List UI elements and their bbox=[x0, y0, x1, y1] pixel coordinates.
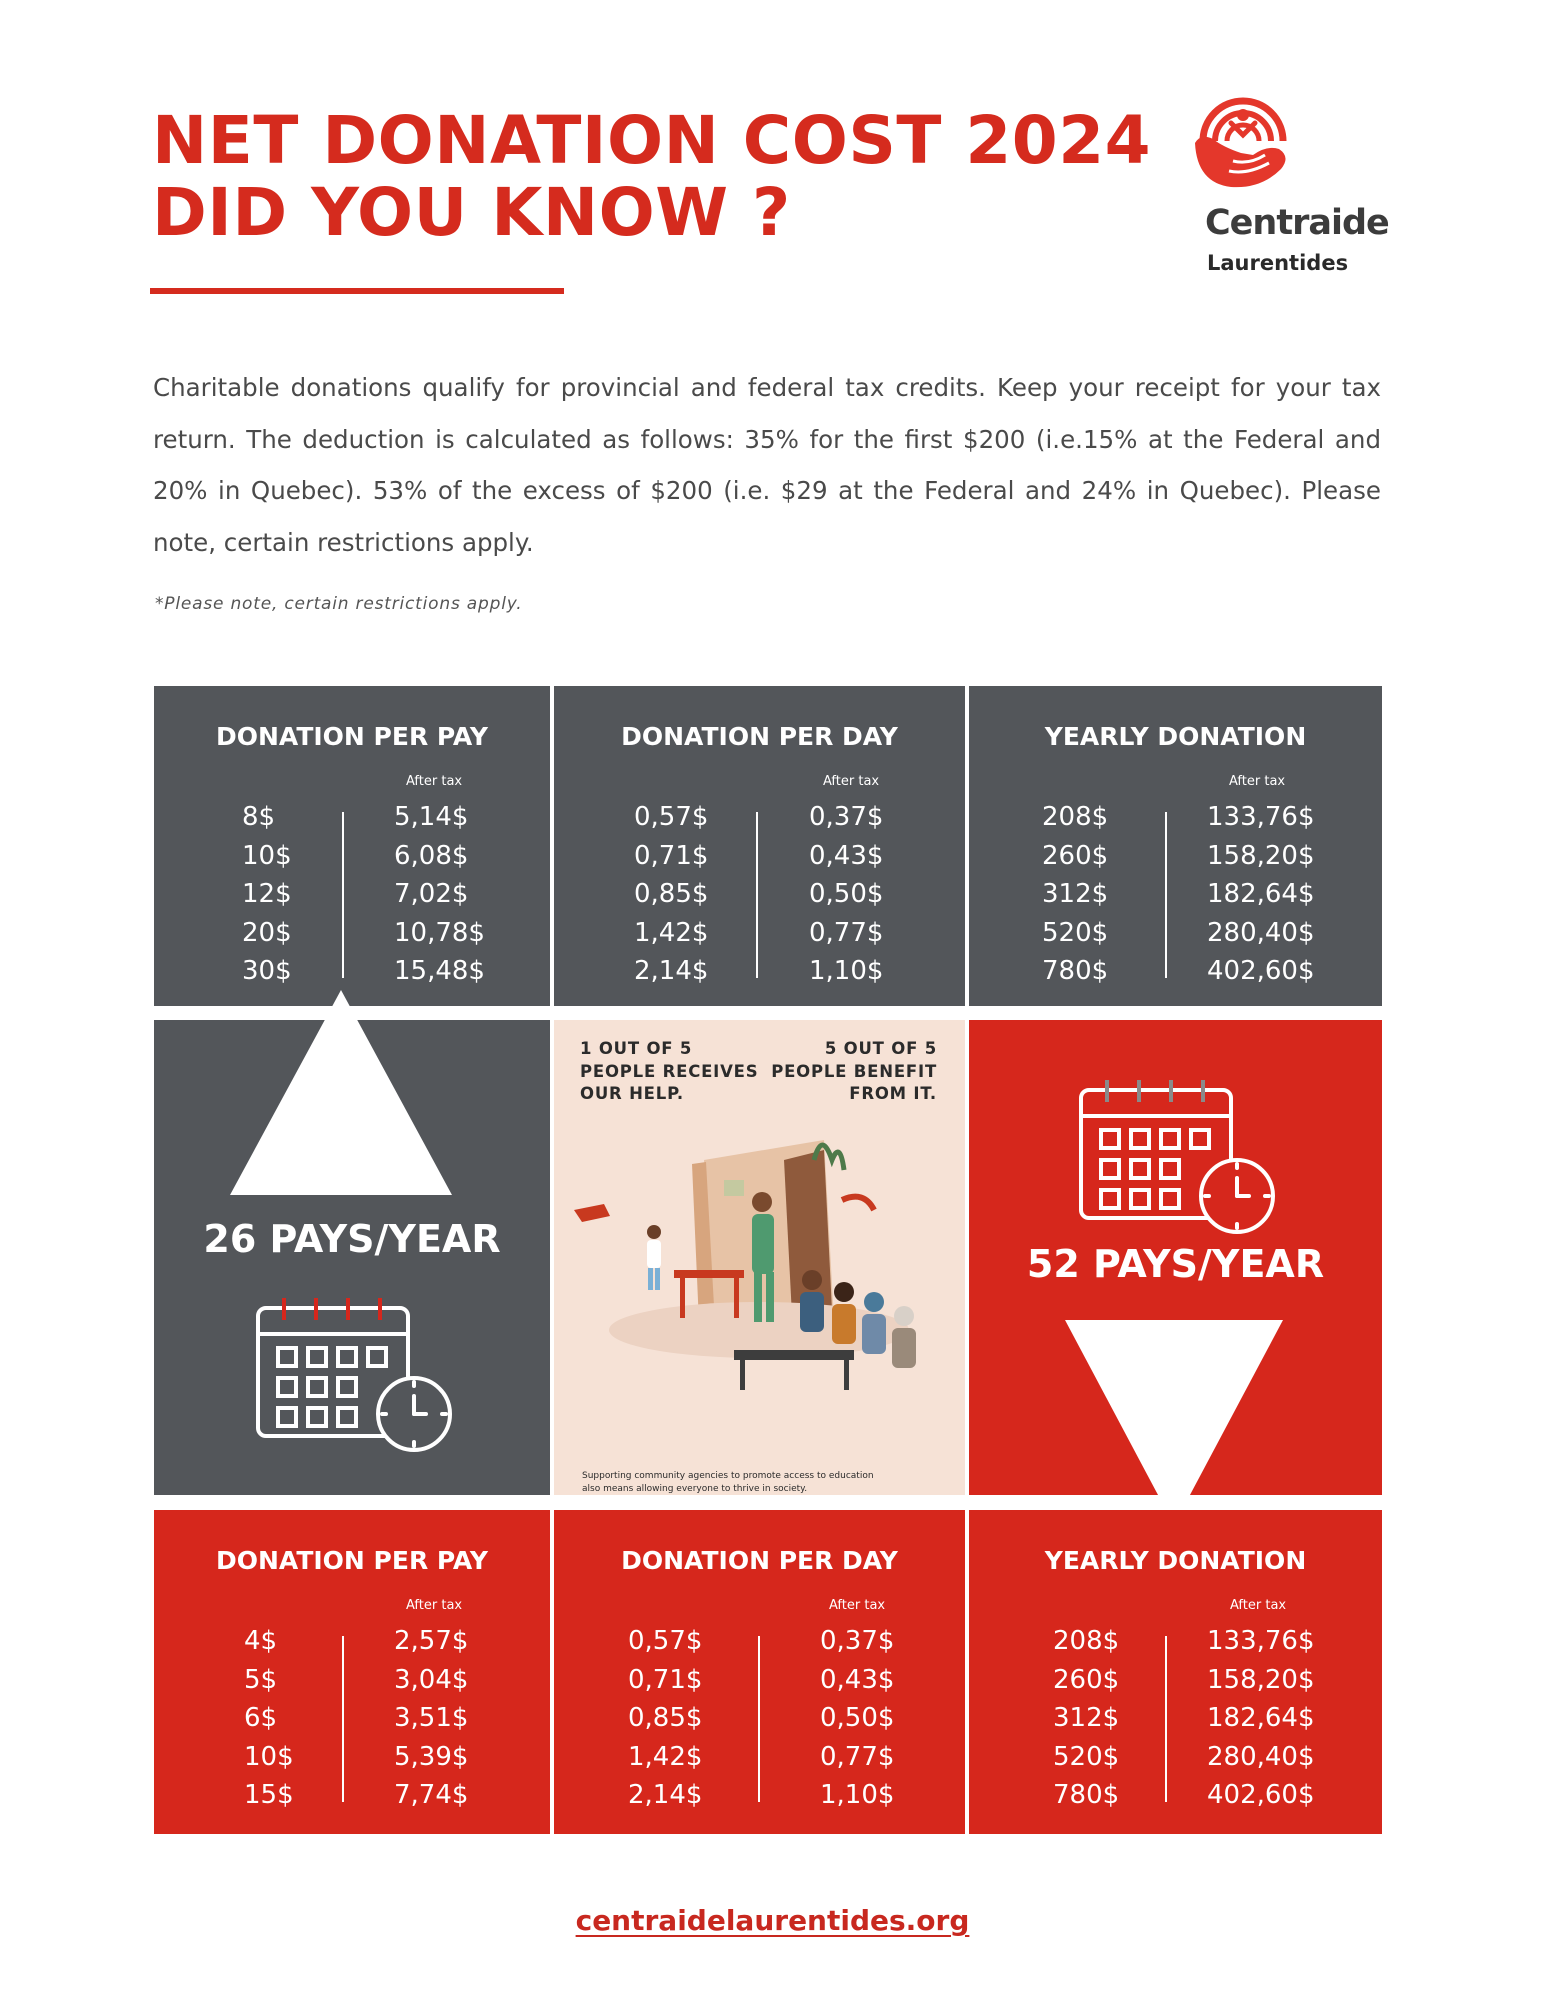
panel-title: DONATION PER PAY bbox=[215, 1546, 488, 1575]
value-item: 10$ bbox=[244, 1741, 294, 1772]
panel-title: YEARLY DONATION bbox=[1044, 1546, 1307, 1575]
value-item: 10$ bbox=[242, 840, 292, 871]
value-item: 280,40$ bbox=[1207, 1741, 1315, 1772]
value-item: 2,57$ bbox=[394, 1626, 469, 1656]
after-tax-label: After tax bbox=[1230, 1598, 1287, 1613]
value-item: 20$ bbox=[242, 917, 292, 948]
biweekly-yearly-panel bbox=[969, 686, 1382, 1006]
illustration-caption: Supporting community agencies to promote access to education also means allowing everyone to thrive in society. bbox=[582, 1471, 874, 1494]
column-divider bbox=[1165, 812, 1167, 978]
restrictions-note: *Please note, certain restrictions apply. bbox=[155, 594, 523, 614]
value-item: 312$ bbox=[1053, 1703, 1120, 1733]
value-item: 2,14$ bbox=[628, 1780, 703, 1810]
value-item: 0,85$ bbox=[634, 879, 709, 909]
before-tax-values bbox=[242, 798, 292, 991]
value-item: 0,50$ bbox=[809, 879, 884, 909]
weekly-yearly-panel bbox=[969, 1510, 1382, 1834]
value-item: 182,64$ bbox=[1207, 879, 1315, 909]
value-item: 260$ bbox=[1042, 840, 1109, 871]
value-item: 182,64$ bbox=[1207, 1703, 1315, 1733]
value-item: 1,42$ bbox=[634, 917, 709, 948]
after-tax-values bbox=[820, 1622, 894, 1815]
brand-logo bbox=[1175, 83, 1390, 283]
value-item: 0,71$ bbox=[628, 1664, 703, 1695]
calendar-clock-icon bbox=[254, 1290, 454, 1455]
value-item: 280,40$ bbox=[1207, 917, 1315, 948]
value-item: 158,20$ bbox=[1207, 1664, 1315, 1695]
page-title bbox=[152, 102, 1152, 251]
title-line-2: DID YOU KNOW ? bbox=[152, 174, 791, 251]
brand-region: Laurentides bbox=[1207, 251, 1349, 275]
centraide-logo-icon bbox=[1183, 83, 1303, 193]
value-item: 3,51$ bbox=[394, 1703, 469, 1733]
after-tax-values bbox=[1207, 798, 1315, 991]
biweekly-per-day-panel bbox=[554, 686, 965, 1006]
title-line-1: NET DONATION COST 2024 bbox=[152, 102, 1152, 179]
value-item: 2,14$ bbox=[634, 956, 709, 986]
after-tax-values bbox=[809, 798, 883, 991]
value-item: 208$ bbox=[1053, 1626, 1120, 1656]
biweekly-per-pay-panel bbox=[154, 686, 550, 1006]
value-item: 158,20$ bbox=[1207, 840, 1315, 871]
value-item: 8$ bbox=[242, 802, 276, 832]
pays-per-year-label: 26 PAYS/YEAR bbox=[203, 1217, 501, 1261]
community-illustration bbox=[574, 1120, 954, 1460]
value-item: 0,43$ bbox=[809, 840, 884, 871]
value-item: 133,76$ bbox=[1207, 802, 1315, 832]
before-tax-values bbox=[634, 798, 708, 991]
value-item: 780$ bbox=[1042, 956, 1109, 986]
title-underline bbox=[150, 288, 564, 294]
column-divider bbox=[758, 1636, 760, 1802]
value-item: 133,76$ bbox=[1207, 1626, 1315, 1656]
value-item: 520$ bbox=[1042, 917, 1109, 948]
value-item: 0,37$ bbox=[809, 802, 884, 832]
column-divider bbox=[756, 812, 758, 978]
value-item: 0,77$ bbox=[820, 1741, 895, 1772]
value-item: 15,48$ bbox=[394, 956, 485, 986]
before-tax-values bbox=[1053, 1622, 1119, 1815]
value-item: 0,50$ bbox=[820, 1703, 895, 1733]
value-item: 0,37$ bbox=[820, 1626, 895, 1656]
value-item: 0,57$ bbox=[628, 1626, 703, 1656]
before-tax-values bbox=[628, 1622, 702, 1815]
value-item: 5$ bbox=[244, 1664, 278, 1695]
value-item: 4$ bbox=[244, 1626, 278, 1656]
value-item: 6,08$ bbox=[394, 840, 469, 871]
before-tax-values bbox=[244, 1622, 294, 1815]
value-item: 5,39$ bbox=[394, 1741, 469, 1772]
panel-title: DONATION PER PAY bbox=[215, 722, 488, 751]
value-item: 7,74$ bbox=[394, 1780, 469, 1810]
value-item: 780$ bbox=[1053, 1780, 1120, 1810]
panel-title: YEARLY DONATION bbox=[1044, 722, 1307, 751]
weekly-per-pay-panel bbox=[154, 1510, 550, 1834]
column-divider bbox=[1165, 1636, 1167, 1802]
triangle-down-icon bbox=[1065, 1320, 1283, 1525]
after-tax-values bbox=[1207, 1622, 1315, 1815]
column-divider bbox=[342, 812, 344, 978]
column-divider bbox=[342, 1636, 344, 1802]
brand-name: Centraide bbox=[1205, 203, 1389, 243]
value-item: 15$ bbox=[244, 1780, 294, 1810]
value-item: 312$ bbox=[1042, 879, 1109, 909]
before-tax-values bbox=[1042, 798, 1108, 991]
value-item: 208$ bbox=[1042, 802, 1109, 832]
value-item: 7,02$ bbox=[394, 879, 469, 909]
after-tax-label: After tax bbox=[406, 1598, 463, 1613]
after-tax-label: After tax bbox=[1229, 774, 1286, 789]
value-item: 402,60$ bbox=[1207, 956, 1315, 986]
value-item: 5,14$ bbox=[394, 802, 469, 832]
value-item: 260$ bbox=[1053, 1664, 1120, 1695]
value-item: 0,43$ bbox=[820, 1664, 895, 1695]
triangle-up-icon bbox=[230, 990, 452, 1195]
after-tax-label: After tax bbox=[823, 774, 880, 789]
value-item: 0,85$ bbox=[628, 1703, 703, 1733]
value-item: 0,57$ bbox=[634, 802, 709, 832]
value-item: 1,10$ bbox=[809, 956, 884, 986]
after-tax-label: After tax bbox=[406, 774, 463, 789]
after-tax-values bbox=[394, 1622, 468, 1815]
help-statistic: 1 OUT OF 5 PEOPLE RECEIVES OUR HELP. bbox=[580, 1039, 759, 1103]
value-item: 402,60$ bbox=[1207, 1780, 1315, 1810]
after-tax-label: After tax bbox=[829, 1598, 886, 1613]
panel-title: DONATION PER DAY bbox=[621, 1546, 898, 1575]
benefit-statistic: 5 OUT OF 5 PEOPLE BENEFIT FROM IT. bbox=[771, 1039, 937, 1103]
pays-per-year-label: 52 PAYS/YEAR bbox=[1026, 1242, 1325, 1286]
value-item: 30$ bbox=[242, 956, 292, 986]
weekly-per-day-panel bbox=[554, 1510, 965, 1834]
value-item: 1,42$ bbox=[628, 1741, 703, 1772]
intro-paragraph: Charitable donations qualify for provincial and federal tax credits. Keep your receipt for your tax return. The deduction is calculated as follows: 35% for the first $200 (i.e.15% at the Federal and 20% in Quebec). 53% of the excess of $200 (i.e. $29 at the Federal and 24% in Quebec). Please note, certain restrictions apply. bbox=[153, 373, 1381, 557]
website-link[interactable]: centraidelaurentides.org bbox=[575, 1904, 970, 1937]
value-item: 12$ bbox=[242, 879, 292, 909]
calendar-clock-icon bbox=[1077, 1072, 1277, 1237]
value-item: 0,77$ bbox=[809, 917, 884, 948]
value-item: 1,10$ bbox=[820, 1780, 895, 1810]
after-tax-values bbox=[394, 798, 485, 991]
value-item: 6$ bbox=[244, 1703, 278, 1733]
value-item: 10,78$ bbox=[394, 917, 485, 948]
panel-title: DONATION PER DAY bbox=[621, 722, 898, 751]
value-item: 0,71$ bbox=[634, 840, 709, 871]
illustration-panel bbox=[554, 1020, 965, 1495]
value-item: 3,04$ bbox=[394, 1664, 469, 1695]
value-item: 520$ bbox=[1053, 1741, 1120, 1772]
